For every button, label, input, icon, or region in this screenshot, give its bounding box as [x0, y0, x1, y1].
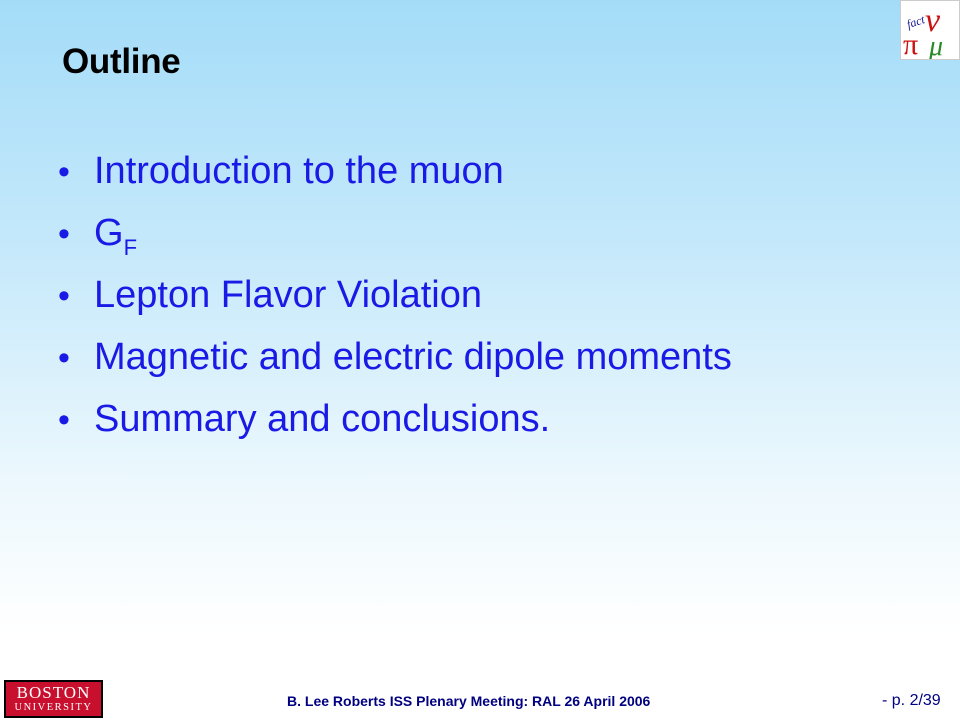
- bullet-icon: •: [58, 339, 70, 377]
- bu-logo-line1: BOSTON: [16, 683, 91, 703]
- bullet-item: [58, 212, 732, 274]
- bullet-subscript: F: [123, 235, 138, 260]
- bullet-icon: •: [58, 153, 70, 191]
- fact-logo: [900, 0, 960, 60]
- bullet-text: Lepton Flavor Violation: [94, 274, 482, 316]
- slide-title: Outline: [62, 42, 181, 81]
- bullet-item: [58, 150, 732, 212]
- bullet-text: G: [94, 212, 124, 254]
- page-number: - p. 2/39: [882, 692, 941, 709]
- fact-logo-text: fact: [904, 12, 927, 32]
- bullet-icon: •: [58, 277, 70, 315]
- bullet-text: Introduction to the muon: [94, 150, 504, 192]
- bullet-item: [58, 398, 732, 460]
- bullet-icon: •: [58, 401, 70, 439]
- fact-logo-mu: μ: [929, 31, 944, 59]
- fact-logo-pi: π: [903, 28, 919, 59]
- bullet-text: Summary and conclusions.: [94, 398, 551, 440]
- bullet-item: [58, 274, 732, 336]
- footer-text: B. Lee Roberts ISS Plenary Meeting: RAL 26 April 2006: [287, 693, 651, 709]
- bullet-list: [58, 150, 732, 460]
- bullet-text: Magnetic and electric dipole moments: [94, 336, 732, 378]
- bullet-item: [58, 336, 732, 398]
- boston-university-logo: [4, 680, 103, 718]
- fact-logo-graphic: [901, 1, 959, 59]
- fact-logo-nu: ν: [925, 2, 941, 39]
- bu-logo-line2: UNIVERSITY: [14, 702, 93, 714]
- bullet-icon: •: [58, 215, 70, 253]
